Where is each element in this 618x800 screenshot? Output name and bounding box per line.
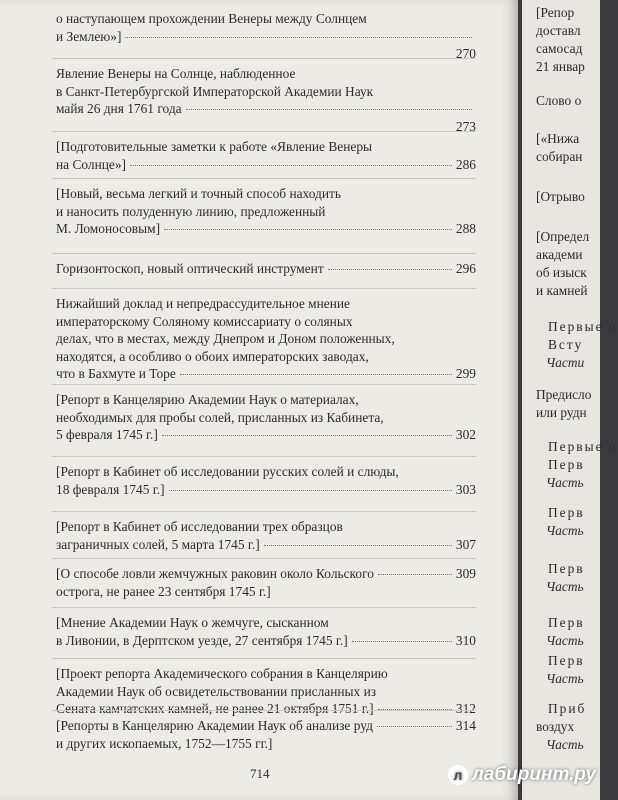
right-page-fragment: Часть: [546, 523, 584, 538]
toc-entry[interactable]: [56, 295, 476, 383]
toc-page-number: 296: [455, 261, 476, 276]
toc-line-text: майя 26 дня 1761 года: [56, 101, 182, 117]
toc-line-text: острога, не ранее 23 сентября 1745 г.]: [56, 583, 271, 599]
right-page-fragment: Всту: [548, 337, 584, 352]
toc-line-text: Нижайший доклад и непредрассудительное мнение: [56, 296, 350, 311]
toc-line-text: 5 февраля 1745 г.]: [56, 427, 158, 443]
right-page-fragment: 21 январ: [536, 59, 585, 74]
entry-separator: [52, 607, 476, 608]
leader-dots: [186, 109, 472, 110]
toc-line-text: М. Ломоносовым]: [56, 221, 161, 237]
toc-line-text: 18 февраля 1745 г.]: [56, 481, 165, 497]
toc-line: [56, 100, 476, 118]
right-page-fragment: Часть: [546, 475, 584, 490]
toc-page-number: 314: [455, 718, 476, 733]
right-page-fragment: и камней: [536, 283, 588, 298]
toc-page-number: 286: [455, 156, 476, 172]
toc-page-number: 299: [455, 366, 476, 382]
toc-line: [56, 481, 476, 499]
right-page-fragment: Перв: [548, 457, 585, 472]
right-page-fragment: Часть: [546, 579, 584, 594]
right-page-fragment: Части: [546, 355, 585, 370]
right-page-fragment: Первые о: [548, 439, 618, 454]
leader-dots: [164, 229, 452, 230]
toc-line-text: [Репорт в Кабинет об исследовании трех образцов: [56, 519, 343, 534]
entry-separator: [52, 456, 476, 457]
toc-line: [56, 426, 476, 444]
toc-entry[interactable]: [56, 65, 476, 135]
toc-line-text: Академии Наук об освидетельствовании присланных из: [56, 683, 377, 699]
watermark-text: лабиринт.ру: [472, 764, 597, 785]
toc-entry[interactable]: [56, 463, 476, 498]
watermark: [448, 764, 596, 786]
toc-line: [56, 220, 476, 238]
right-page-fragment: Перв: [548, 653, 585, 668]
right-page-fragment: Первые о: [548, 319, 618, 334]
toc-line-text: [О способе ловли жемчужных раковин около Кольского: [56, 566, 374, 581]
toc-line: [56, 536, 476, 554]
toc-entry[interactable]: [56, 518, 476, 553]
toc-line-text: необходимых для пробы солей, присланных из Кабинета,: [56, 409, 384, 425]
right-page-fragment: [Репор: [536, 5, 575, 20]
toc-line-text: [Проект репорта Академического собрания в Канцелярию: [56, 666, 388, 681]
toc-page-line: [56, 118, 476, 136]
toc-line-text: [Репорт в Канцелярию Академии Наук о материалах,: [56, 392, 359, 407]
right-page-fragment: Слово о: [536, 93, 582, 108]
page-number: 714: [250, 766, 270, 781]
toc-line-text: о наступающем прохождении Венеры между Солнцем: [56, 11, 367, 26]
right-page-fragment: [Определ: [536, 229, 590, 244]
toc-line-text: в Ливонии, в Дерптском уезде, 27 сентября 1745 г.]: [56, 632, 348, 648]
toc-page-number: 270: [455, 46, 476, 62]
entry-separator: [52, 558, 476, 559]
right-page-fragment: Предисло: [536, 387, 592, 402]
toc-line-text: заграничных солей, 5 марта 1745 г.]: [56, 536, 260, 552]
toc-entry[interactable]: [56, 260, 476, 278]
toc-page-number: 288: [455, 221, 476, 237]
leader-dots: [264, 545, 452, 546]
entry-separator: [52, 511, 476, 512]
toc-page-number: 309: [455, 566, 476, 581]
toc-line-text: Сената камчатских камней, не ранее 21 октября 1751 г.]: [56, 701, 374, 717]
entry-separator: [52, 288, 476, 289]
toc-line-text: и наносить полуденную линию, предложенный: [56, 203, 326, 219]
toc-line-text: на Солнце»]: [56, 156, 127, 172]
toc-line-text: и Землею»]: [56, 28, 122, 44]
right-page-fragment: Часть: [546, 671, 584, 686]
toc-page-number: 307: [455, 536, 476, 552]
toc-line-text: [Новый, весьма легкий и точный способ находить: [56, 186, 341, 201]
right-page-fragment: [«Нижа: [536, 131, 580, 146]
toc-line-text: [Репорты в Канцелярию Академии Наук об анализе руд: [56, 718, 373, 733]
toc-entry[interactable]: [56, 717, 476, 752]
toc-page-line: [56, 45, 476, 63]
toc-entry[interactable]: [56, 614, 476, 649]
toc-entry[interactable]: [56, 185, 476, 238]
entry-separator: [52, 253, 476, 254]
right-page-fragment: собиран: [536, 149, 583, 164]
toc-line: [56, 156, 476, 174]
toc-line-text: делах, что в местах, между Днепром и Доном положенных,: [56, 331, 395, 347]
right-page-fragment: [Отрыво: [536, 189, 585, 204]
right-page-fragment: об изыск: [536, 265, 587, 280]
right-page-fragment: Перв: [548, 505, 585, 520]
toc-line-text: в Санкт-Петербургской Императорской Академии Наук: [56, 83, 374, 99]
entry-separator: [52, 710, 476, 711]
toc-line: [56, 632, 476, 650]
right-page-fragment: Перв: [548, 615, 585, 630]
toc-line-text: [Подготовительные заметки к работе «Явление Венеры: [56, 139, 373, 154]
leader-dots: [130, 165, 452, 166]
leader-dots: [328, 269, 452, 270]
right-page: [522, 0, 618, 800]
toc-line: [56, 700, 476, 718]
toc-page-number: 273: [455, 118, 476, 134]
toc-page-number: 310: [455, 632, 476, 648]
toc-entry[interactable]: [56, 10, 476, 63]
right-page-fragment: Часть: [546, 737, 584, 752]
toc-entry[interactable]: [56, 138, 476, 173]
toc-page-number: 302: [455, 427, 476, 443]
leader-dots: [180, 374, 452, 375]
right-page-fragment: самосад: [536, 41, 583, 56]
leader-dots: [352, 641, 452, 642]
leader-dots: [162, 435, 452, 436]
toc-line-text: Явление Венеры на Солнце, наблюденное: [56, 66, 296, 81]
entry-separator: [52, 131, 476, 132]
toc-line-text: Горизонтоскоп, новый оптический инструмент: [56, 261, 324, 276]
toc-line: [56, 260, 476, 278]
toc-line-text: находятся, а особливо о обоих императорских заводах,: [56, 348, 369, 364]
right-page-fragment: Приб: [548, 701, 587, 716]
right-page-fragment: воздух: [536, 719, 575, 734]
leader-dots: [169, 490, 452, 491]
toc-line: [56, 717, 476, 735]
entry-separator: [52, 384, 476, 385]
entry-separator: [52, 178, 476, 179]
right-page-fragment: или рудн: [536, 405, 587, 420]
leader-dots: [378, 574, 452, 575]
toc-page-number: 312: [455, 701, 476, 717]
right-page-fragment: академи: [536, 247, 583, 262]
toc-line: [56, 28, 476, 46]
toc-entry[interactable]: [56, 391, 476, 444]
right-page-fragment: доставл: [536, 23, 581, 38]
labirint-logo-icon: л: [448, 765, 468, 785]
right-page-fragment: Часть: [546, 633, 584, 648]
toc-line-text: что в Бахмуте и Торе: [56, 366, 176, 382]
leader-dots: [377, 726, 452, 727]
toc-page-number: 303: [455, 481, 476, 497]
right-page-fragment: Перв: [548, 561, 585, 576]
entry-separator: [52, 658, 476, 659]
toc-line: [56, 365, 476, 383]
toc-entry[interactable]: [56, 565, 476, 600]
toc-line-text: и других ископаемых, 1752—1755 гг.]: [56, 735, 273, 751]
toc-line-text: [Репорт в Кабинет об исследовании русских солей и слюды,: [56, 464, 399, 479]
leader-dots: [125, 37, 472, 38]
toc-line-text: императорскому Соляному комиссариату о соляных: [56, 313, 353, 329]
entry-separator: [52, 58, 476, 59]
toc-line-text: [Мнение Академии Наук о жемчуге, сысканном: [56, 615, 329, 630]
toc-line: [56, 565, 476, 583]
